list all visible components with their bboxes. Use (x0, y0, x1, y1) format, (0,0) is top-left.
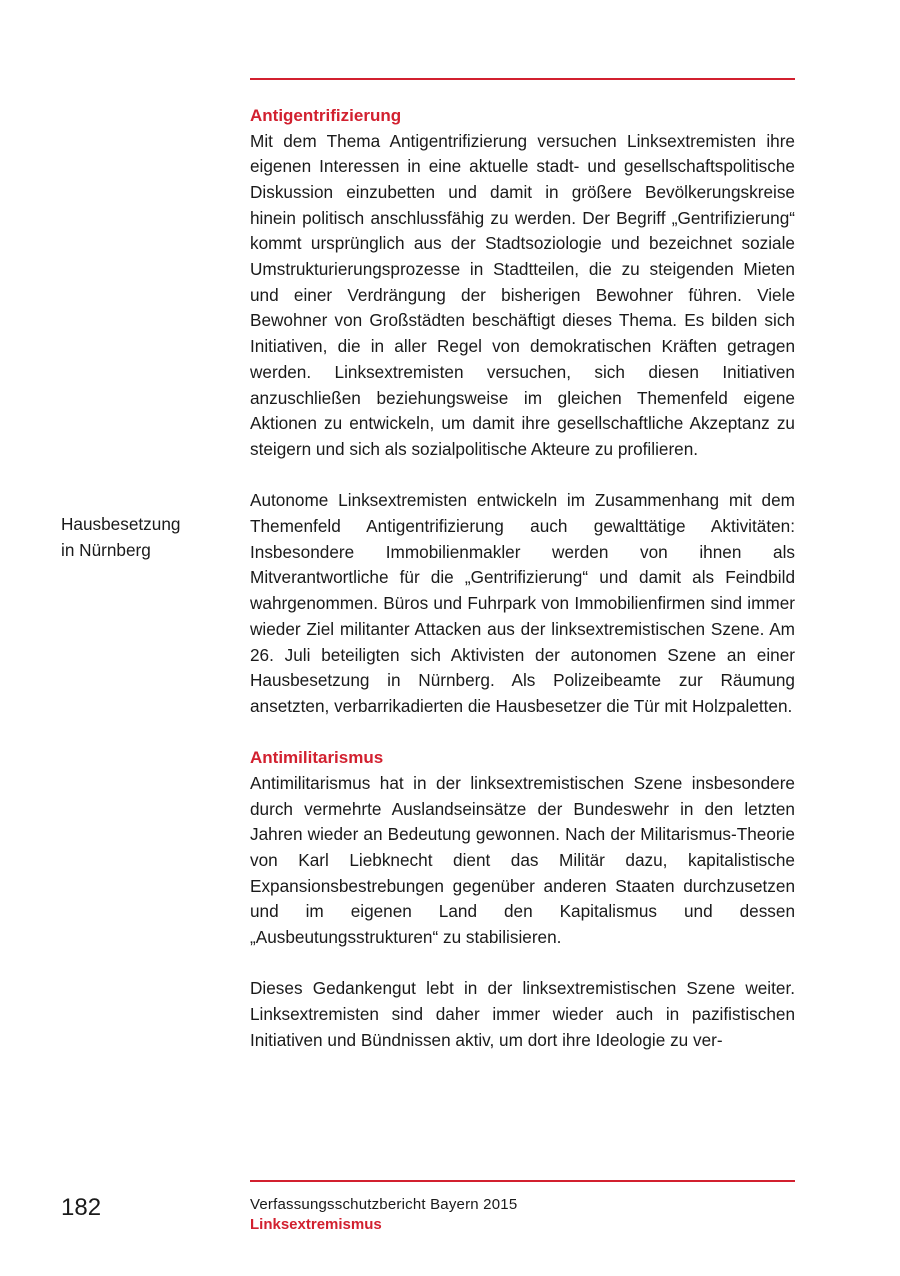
margin-note-line-1: Hausbesetzung (61, 514, 181, 534)
page-number: 182 (61, 1194, 102, 1221)
footer (250, 1195, 795, 1235)
margin-note-hausbesetzung (61, 512, 231, 563)
footer-report-title: Verfassungsschutzbericht Bayern 2015 (250, 1196, 518, 1213)
margin-note-line-2: in Nürnberg (61, 539, 151, 560)
paragraph-antimilitarismus-intro: Antimilitarismus hat in der linksextremistischen Szene insbesondere durch vermehrte Auslandseinsätze der Bundeswehr in den letzten Jahren wieder an Bedeutung gewonnen. Nach der Militarismus-Theorie von Karl Liebknecht dient das Militär dazu, kapitalistische Expansionsbestrebungen gegenüber anderen Staaten durchzusetzen und im eigenen Land den Kapitalismus und dessen „Ausbeutungsstrukturen“ zu stabilisieren. (250, 772, 795, 948)
footer-section-name: Linksextremismus (250, 1216, 382, 1233)
section-heading-antigentrifizierung: Antigentrifizierung (250, 106, 402, 125)
paragraph-hausbesetzung: Autonome Linksextremisten entwickeln im Zusammenhang mit dem Themenfeld Antigentrifizierung auch gewalttätige Aktivitäten: Insbesondere Immobilienmakler werden von ihnen als Mitverantwortliche für die „Gentrifizierung“ und damit als Feindbild wahrgenommen. Büros und Fuhrpark von Immobilienfirmen sind immer wieder Ziel militanter Attacken aus der linksextremistischen Szene. Am 26. Juli beteiligten sich Aktivisten der autonomen Szene an einer Hausbesetzung in Nürnberg. Als Polizeibeamte zur Räumung ansetzten, verbarrikadierten die Hausbesetzer die Tür mit Holzpaletten. (250, 490, 795, 716)
top-rule (250, 78, 795, 80)
paragraph-antigentrifizierung-intro: Mit dem Thema Antigentrifizierung versuchen Linksextremisten ihre eigenen Interessen in eine aktuelle stadt- und gesellschaftspolitische Diskussion einzubetten und damit in größere Bevölkerungskreise hinein politisch anschlussfähig zu werden. Der Begriff „Gentrifizierung“ kommt ursprünglich aus der Stadtsoziologie und bezeichnet soziale Umstrukturierungsprozesse in Stadtteilen, die zu steigenden Mieten und einer Verdrängung der bisherigen Bewohner führen. Viele Bewohner von Großstädten beschäftigt dieses Thema. Es bilden sich Initiativen, die in aller Regel von demokratischen Kräften getragen werden. Linksextremisten versuchen, sich diesen Initiativen anzuschließen beziehungsweise im gleichen Themenfeld eigene Aktionen zu entwickeln, um damit ihre gesellschaftliche Akzeptanz zu steigern und sich als sozialpolitische Akteure zu profilieren. (250, 130, 795, 459)
paragraph-antimilitarismus-continued: Dieses Gedankengut lebt in der linksextremistischen Szene weiter. Linksextremisten sind daher immer wieder auch in pazifistischen Initiativen und Bündnissen aktiv, um dort ihre Ideologie zu ver- (250, 978, 795, 1050)
bottom-rule (250, 1180, 795, 1182)
main-text-column (250, 103, 795, 1054)
section-heading-antimilitarismus: Antimilitarismus (250, 748, 384, 768)
